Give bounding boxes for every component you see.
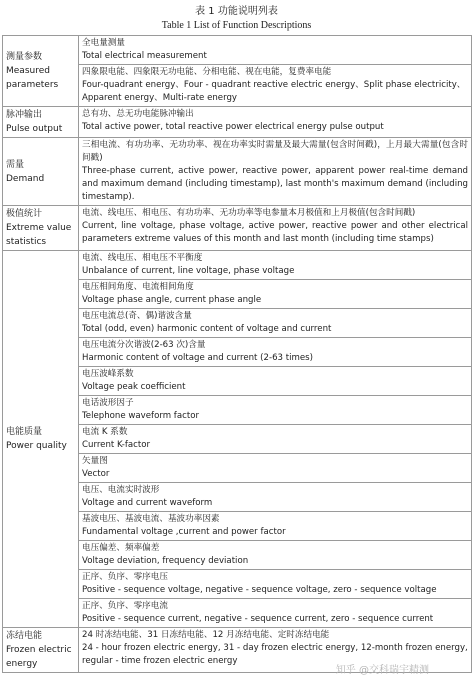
description-en: Four-quadrant energy、Four - quadrant reactive electric energy、Split phase electricity、Apparent energy、Multi-rate energy [82, 80, 466, 103]
function-cell [79, 367, 472, 396]
function-cell [79, 36, 472, 65]
category-label-en: Measured parameters [6, 66, 59, 90]
description-zh: 正序、负序、零序电压 [82, 572, 168, 582]
description-en: Voltage phase angle, current phase angle [82, 295, 262, 305]
function-cell [79, 206, 472, 251]
description-en: Three-phase current, active power, reactive power, apparent power real-time demand and maximum demand (including timestamp), last month's maximum demand (including timestamp). [82, 166, 468, 202]
description-en: Telephone waveform factor [82, 411, 199, 421]
table-row [3, 138, 472, 206]
function-cell [79, 425, 472, 454]
description-zh: 基波电压、基波电流、基波功率因素 [82, 514, 220, 524]
category-pulse [3, 107, 79, 138]
description-en: Fundamental voltage ,current and power factor [82, 527, 286, 537]
description-zh: 三相电流、有功功率、无功功率、视在功率实时需量及最大需量(包含时间戳)，上月最大需量(包含时间戳) [82, 140, 468, 163]
category-label-en: Extreme value statistics [6, 223, 72, 247]
description-en: Current K-factor [82, 440, 151, 450]
category-label-en: Demand [6, 173, 45, 184]
table-row [3, 36, 472, 65]
category-label-en: Power quality [6, 441, 67, 451]
description-en: Total electrical measurement [82, 51, 207, 61]
category-label-zh: 需量 [6, 159, 25, 170]
function-cell [79, 599, 472, 628]
table-row [3, 251, 472, 280]
description-en: Total (odd, even) harmonic content of voltage and current [82, 324, 332, 334]
description-en: Harmonic content of voltage and current (2-63 times) [82, 353, 313, 363]
category-frozen [3, 628, 79, 673]
description-zh: 矢量图 [82, 456, 108, 466]
function-cell [79, 512, 472, 541]
description-en: Vector [82, 469, 110, 479]
description-zh: 电压波峰系数 [82, 369, 134, 379]
description-zh: 电压相间角度、电流相间角度 [82, 282, 194, 292]
description-en: 24 - hour frozen electric energy, 31 - day frozen electric energy, 12-month frozen energy, regular - time frozen electric energy [82, 643, 468, 666]
function-cell [79, 570, 472, 599]
description-en: Voltage peak coefficient [82, 382, 186, 392]
function-cell [79, 483, 472, 512]
category-label-zh: 脉冲输出 [6, 110, 43, 120]
description-en: Positive - sequence current, negative - sequence current, zero - sequence current [82, 614, 434, 624]
description-zh: 电压、电流实时波形 [82, 485, 160, 495]
category-label-en: Pulse output [6, 124, 63, 134]
category-extreme [3, 206, 79, 251]
category-label-zh: 极值统计 [6, 209, 43, 219]
category-label-zh: 测量参数 [6, 52, 43, 62]
function-cell [79, 138, 472, 206]
description-zh: 电压电流分次谐波(2-63 次)含量 [82, 340, 206, 350]
description-en: Voltage and current waveform [82, 498, 213, 508]
category-demand [3, 138, 79, 206]
function-cell [79, 396, 472, 425]
watermark: 知乎 @交科瑞宇精测 [335, 665, 429, 676]
function-cell [79, 251, 472, 280]
description-zh: 正序、负序、零序电流 [82, 601, 168, 611]
description-zh: 四象限电能、四象限无功电能、分相电能、视在电能，复费率电能 [82, 67, 332, 77]
function-cell [79, 309, 472, 338]
description-en: Positive - sequence voltage, negative - sequence voltage, zero - sequence voltage [82, 585, 437, 595]
function-cell [79, 280, 472, 309]
description-zh: 电流、线电压、相电压、有功功率、无功功率等电参量本月极值和上月极值(包含时间戳) [82, 208, 416, 218]
description-zh: 电压偏差、频率偏差 [82, 543, 160, 553]
function-cell [79, 338, 472, 367]
description-en: Voltage deviation, frequency deviation [82, 556, 249, 566]
table-row [3, 107, 472, 138]
category-power-quality [3, 251, 79, 628]
description-en: Total active power, total reactive power electrical energy pulse output [82, 122, 384, 132]
function-cell [79, 541, 472, 570]
category-label-en: Frozen electric energy [6, 645, 72, 669]
description-zh: 电话波形因子 [82, 398, 134, 408]
description-en: Current, line voltage, phase voltage, active power, reactive power and other electrical parameters extreme values of this month and last month (including time stamps) [82, 221, 468, 244]
table-row [3, 206, 472, 251]
category-label-zh: 电能质量 [6, 427, 43, 437]
description-zh: 全电量测量 [82, 38, 125, 48]
description-zh: 电压电流总(奇、偶)谐波含量 [82, 311, 192, 321]
table-title-zh: 表 1 功能说明列表 [195, 6, 278, 17]
description-en: Unbalance of current, line voltage, phase voltage [82, 266, 295, 276]
description-zh: 总有功、总无功电能脉冲输出 [82, 109, 194, 119]
category-measured [3, 36, 79, 107]
function-table [2, 35, 472, 673]
table-title-en: Table 1 List of Function Descriptions [161, 20, 312, 31]
function-cell [79, 65, 472, 107]
description-zh: 电流 K 系数 [82, 427, 128, 437]
description-zh: 电流、线电压、相电压不平衡度 [82, 253, 203, 263]
function-cell [79, 107, 472, 138]
category-label-zh: 冻结电能 [6, 631, 43, 641]
description-zh: 24 时冻结电能、31 日冻结电能、12 月冻结电能、定时冻结电能 [82, 630, 330, 640]
function-cell [79, 454, 472, 483]
